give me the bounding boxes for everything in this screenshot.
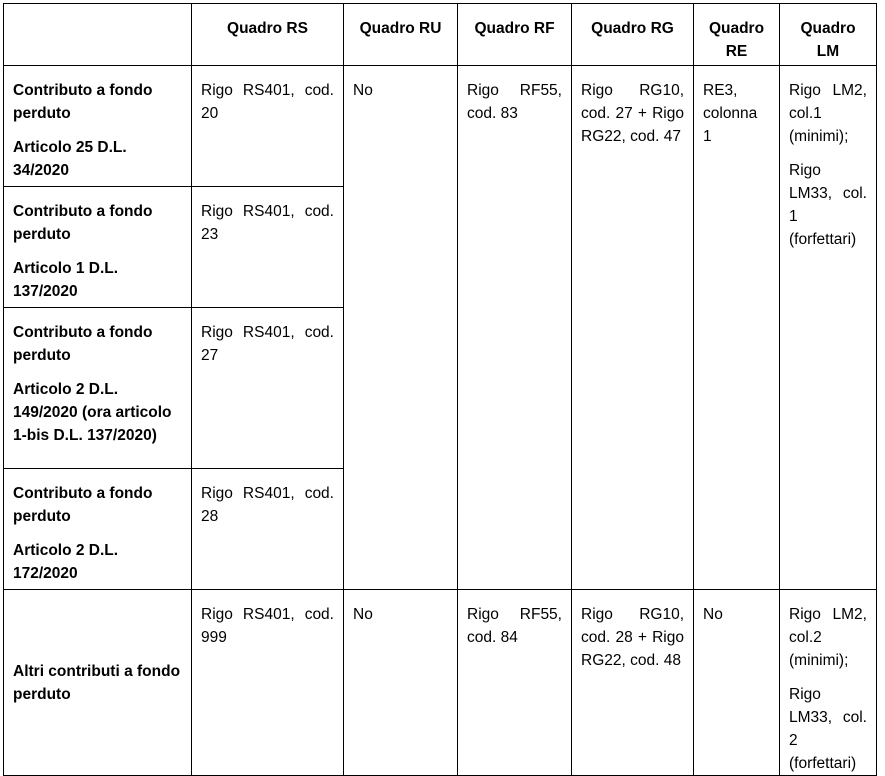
quadro-rg-cell: Rigo RG10, cod. 28 + Rigo RG22, cod. 48 <box>572 590 694 776</box>
quadro-ru-cell: No <box>344 66 458 590</box>
quadro-rg-cell: Rigo RG10, cod. 27 + Rigo RG22, cod. 47 <box>572 66 694 590</box>
header-quadro-rf: Quadro RF <box>458 4 572 66</box>
quadro-rs-cell: Rigo RS401, cod. 27 <box>192 308 344 469</box>
row-label: Contributo a fondo perduto Articolo 1 D.L. 137/2020 <box>4 187 192 308</box>
table-row <box>4 66 877 187</box>
row-label: Contributo a fondo perduto Articolo 25 D.L. 34/2020 <box>4 66 192 187</box>
header-quadro-rg: Quadro RG <box>572 4 694 66</box>
header-quadro-lm: Quadro LM <box>780 4 877 66</box>
quadro-lm-cell: Rigo LM2, col.2 (minimi); Rigo LM33, col. 2 (forfettari) <box>780 590 877 776</box>
row-label: Contributo a fondo perduto Articolo 2 D.L. 149/2020 (ora articolo 1-bis D.L. 137/2020) <box>4 308 192 469</box>
header-quadro-ru: Quadro RU <box>344 4 458 66</box>
quadro-re-cell: No <box>694 590 780 776</box>
row-label: Altri contributi a fondo perduto <box>4 590 192 776</box>
row-label: Contributo a fondo perduto Articolo 2 D.L. 172/2020 <box>4 469 192 590</box>
contributi-table <box>3 3 877 776</box>
table-row <box>4 590 877 776</box>
quadro-rs-cell: Rigo RS401, cod. 23 <box>192 187 344 308</box>
quadro-lm-cell: Rigo LM2, col.1 (minimi); Rigo LM33, col. 1 (forfettari) <box>780 66 877 590</box>
quadro-re-cell: RE3, colonna 1 <box>694 66 780 590</box>
header-empty <box>4 4 192 66</box>
quadro-rs-cell: Rigo RS401, cod. 28 <box>192 469 344 590</box>
header-row <box>4 4 877 66</box>
quadro-rf-cell: Rigo RF55, cod. 84 <box>458 590 572 776</box>
header-quadro-rs: Quadro RS <box>192 4 344 66</box>
quadro-rs-cell: Rigo RS401, cod. 20 <box>192 66 344 187</box>
quadro-ru-cell: No <box>344 590 458 776</box>
header-quadro-re: Quadro RE <box>694 4 780 66</box>
quadro-rf-cell: Rigo RF55, cod. 83 <box>458 66 572 590</box>
quadro-rs-cell: Rigo RS401, cod. 999 <box>192 590 344 776</box>
